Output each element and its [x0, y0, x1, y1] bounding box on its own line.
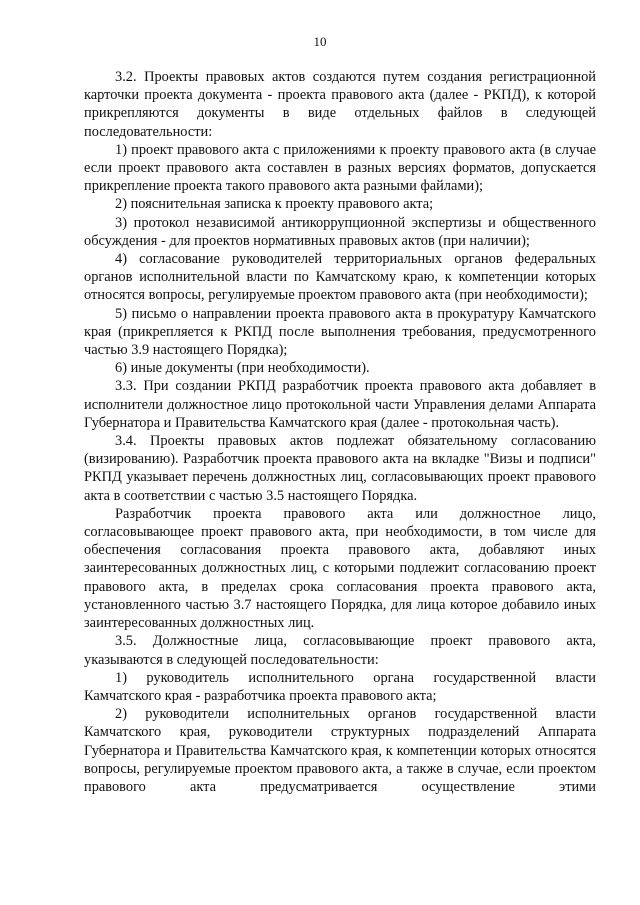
- paragraph-3-5: 3.5. Должностные лица, согласовывающие проект правового акта, указываются в следующей последовательности:: [84, 633, 596, 668]
- list-item-5: 5) письмо о направлении проекта правового акта в прокуратуру Камчатского края (прикрепляется к РКПД после выполнения требования, предусмотренного частью 3.9 настоящего Порядка);: [84, 305, 596, 359]
- paragraph-3-3: 3.3. При создании РКПД разработчик проекта правового акта добавляет в исполнители должностное лицо протокольной части Управления делами Аппарата Губернатора и Правительства Камчатского края (далее - протокольная часть).: [84, 378, 596, 431]
- list-item-1: 1) проект правового акта с приложениями к проекту правового акта (в случае если проект правового акта составлен в разных версиях форматов, допускается прикрепление проекта такого правового акта разными файлами);: [84, 141, 596, 195]
- document-body: [84, 68, 596, 796]
- list-item-6: 6) иные документы (при необходимости).: [115, 360, 370, 377]
- list-item-2-heads: 2) руководители исполнительных органов государственной власти Камчатского края, руководители структурных подразделений Аппарата Губернатора и Правительства Камчатского края, к компетенции которых относятся вопросы, регулируемые проектом правового акта, а также в случае, если проектом правового акта предусматривается осуществление этими: [84, 706, 596, 795]
- paragraph-developer: Разработчик проекта правового акта или должностное лицо, согласовывающее проект правового акта, при необходимости, в том числе для обеспечения согласования проекта правового акта, добавляют иных заинтересованных должностных лиц, с которыми подлежит согласованию проект правового акта, в пределах срока согласования проекта правового акта, установленного частью 3.7 настоящего Порядка, для лица которое добавило иных заинтересованных должностных лиц.: [84, 505, 596, 632]
- list-item-3: 3) протокол независимой антикоррупционной экспертизы и общественного обсуждения - для проектов нормативных правовых актов (при наличии);: [84, 214, 596, 249]
- list-item-1-head: 1) руководитель исполнительного органа государственной власти Камчатского края - разработчика проекта правового акта;: [84, 669, 596, 704]
- page-number: 10: [313, 34, 327, 49]
- paragraph-3-4: 3.4. Проекты правовых актов подлежат обязательному согласованию (визированию). Разработчик проекта правового акта на вкладке "Визы и подписи" РКПД указывает перечень должностных лиц, согласовывающих проект правового акта в соответствии с частью 3.5 настоящего Порядка.: [84, 433, 596, 504]
- paragraph-3-2: 3.2. Проекты правовых актов создаются путем создания регистрационной карточки проекта документа - проекта правового акта (далее - РКПД), к которой прикрепляются документы в виде отдельных файлов в следующей последовательности:: [84, 69, 596, 140]
- list-item-2: 2) пояснительная записка к проекту правового акта;: [115, 196, 434, 213]
- list-item-4: 4) согласование руководителей территориальных органов федеральных органов исполнительной власти по Камчатскому краю, к компетенции которых относятся вопросы, регулируемые проектом правового акта (при необходимости);: [84, 251, 596, 304]
